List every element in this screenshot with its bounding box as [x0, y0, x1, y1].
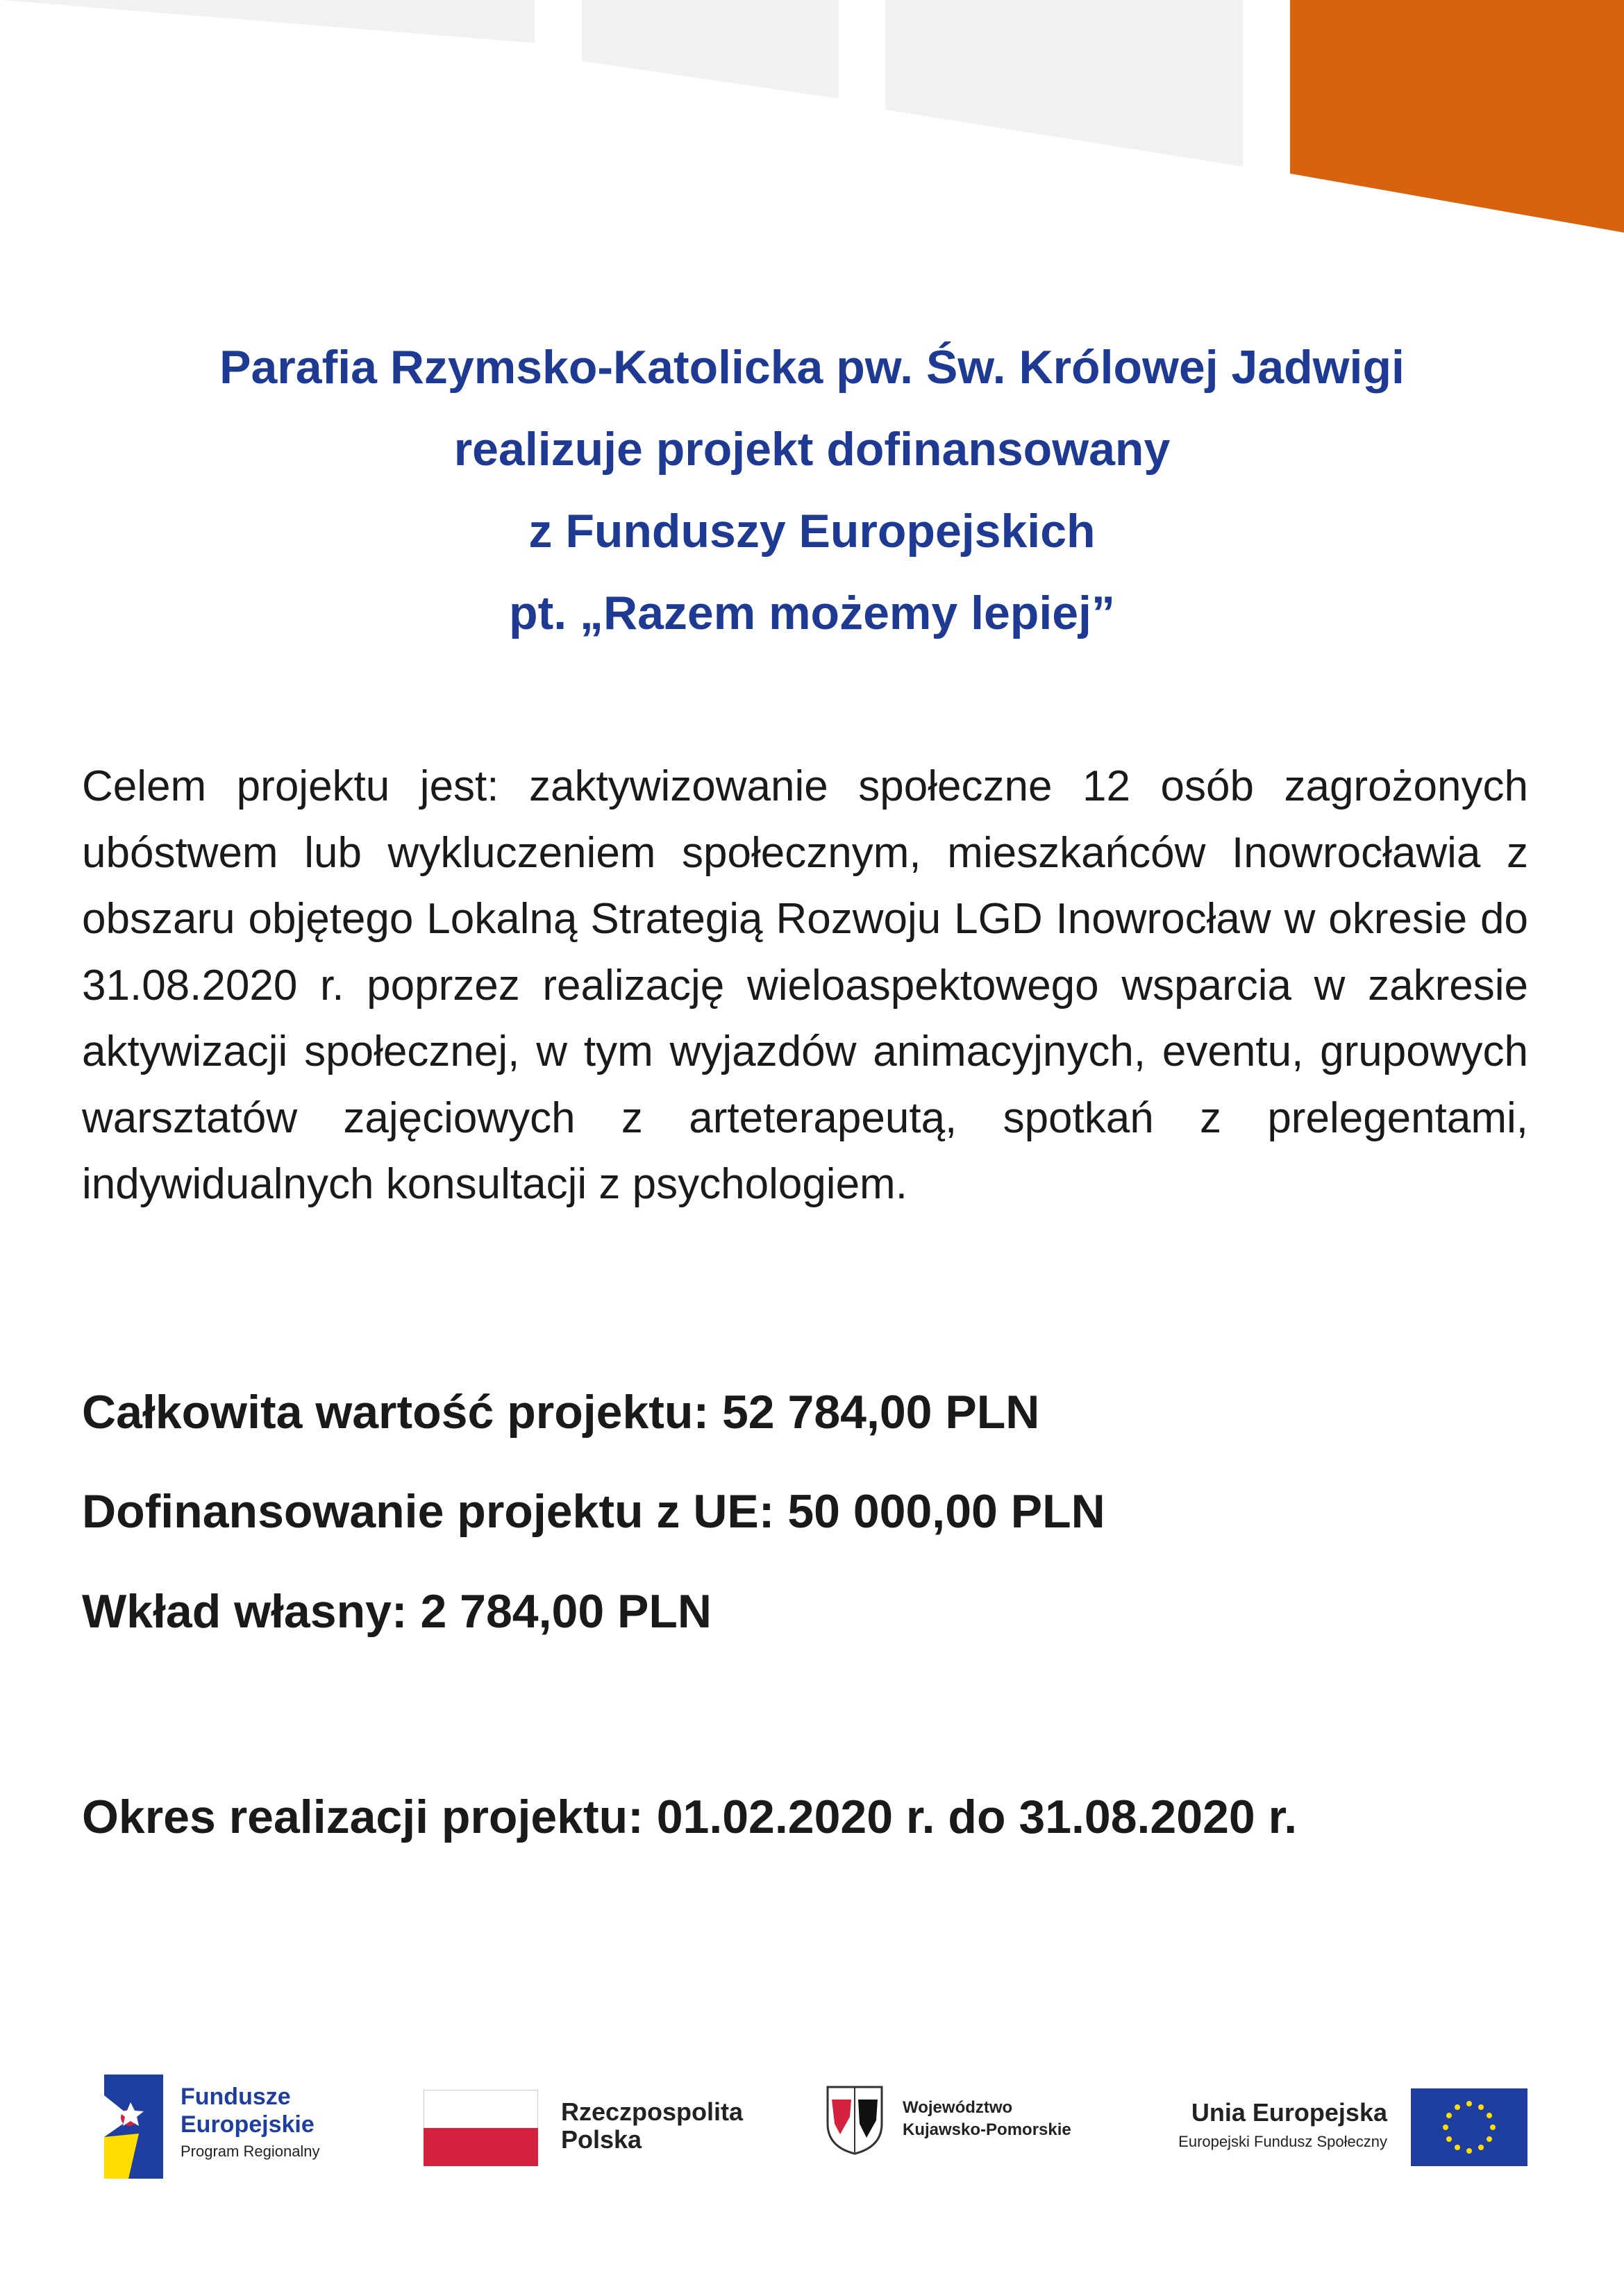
heading-line-2: realizuje projekt dofinansowany — [453, 423, 1171, 476]
project-period: Okres realizacji projektu: 01.02.2020 r. do 31.08.2020 r. — [82, 1791, 1298, 1843]
ue-logo-title: Unia Europejska — [1191, 2098, 1387, 2127]
total-value: Całkowita wartość projektu: 52 784,00 PLN — [82, 1386, 1040, 1439]
heading-line-1: Parafia Rzymsko-Katolicka pw. Św. Królowej Jadwigi — [219, 341, 1405, 394]
rp-logo-text: Rzeczpospolita Polska — [561, 2097, 744, 2154]
logo-bar — [0, 2055, 1624, 2180]
wkp-logo-text: Województwo Kujawsko-Pomorskie — [903, 2098, 1071, 2139]
wojewodztwo-crest-icon — [826, 2086, 883, 2155]
project-heading — [104, 326, 1520, 654]
heading-line-3: z Funduszy Europejskich — [528, 505, 1096, 558]
eu-flag-icon — [1411, 2088, 1527, 2166]
grey-stripe-3 — [885, 0, 1243, 167]
fundusze-europejskie-logo — [104, 2075, 163, 2179]
project-description: Celem projektu jest: zaktywizowanie społeczne 12 osób zagrożonych ubóstwem lub wykluczeniem społecznym, mieszkańców Inowrocławia z obszaru objętego Lokalną Strategią Rozwoju LGD Inowrocław w okresie do 31.08.2020 r. poprzez realizację wieloaspektowego wsparcia w zakresie aktywizacji społecznej, w tym wyjazdów animacyjnych, eventu, grupowych warsztatów zajęciowych z arteterapeutą, spotkań z prelegentami, indywidualnych konsultacji z psychologiem. — [82, 762, 1528, 1208]
grey-stripe-1 — [0, 0, 535, 43]
heading-line-4: pt. „Razem możemy lepiej” — [509, 587, 1115, 639]
grey-stripe-2 — [582, 0, 839, 99]
fe-logo-text: Fundusze Europejskie — [181, 2084, 315, 2138]
ue-logo-subtitle: Europejski Fundusz Społeczny — [1178, 2133, 1387, 2150]
own-contribution: Wkład własny: 2 784,00 PLN — [82, 1585, 712, 1638]
eu-funding: Dofinansowanie projektu z UE: 50 000,00 PLN — [82, 1485, 1105, 1538]
orange-block — [1290, 0, 1624, 233]
polish-flag-icon — [424, 2090, 538, 2166]
top-decoration — [0, 0, 1624, 250]
fe-logo-subtitle: Program Regionalny — [181, 2143, 320, 2160]
